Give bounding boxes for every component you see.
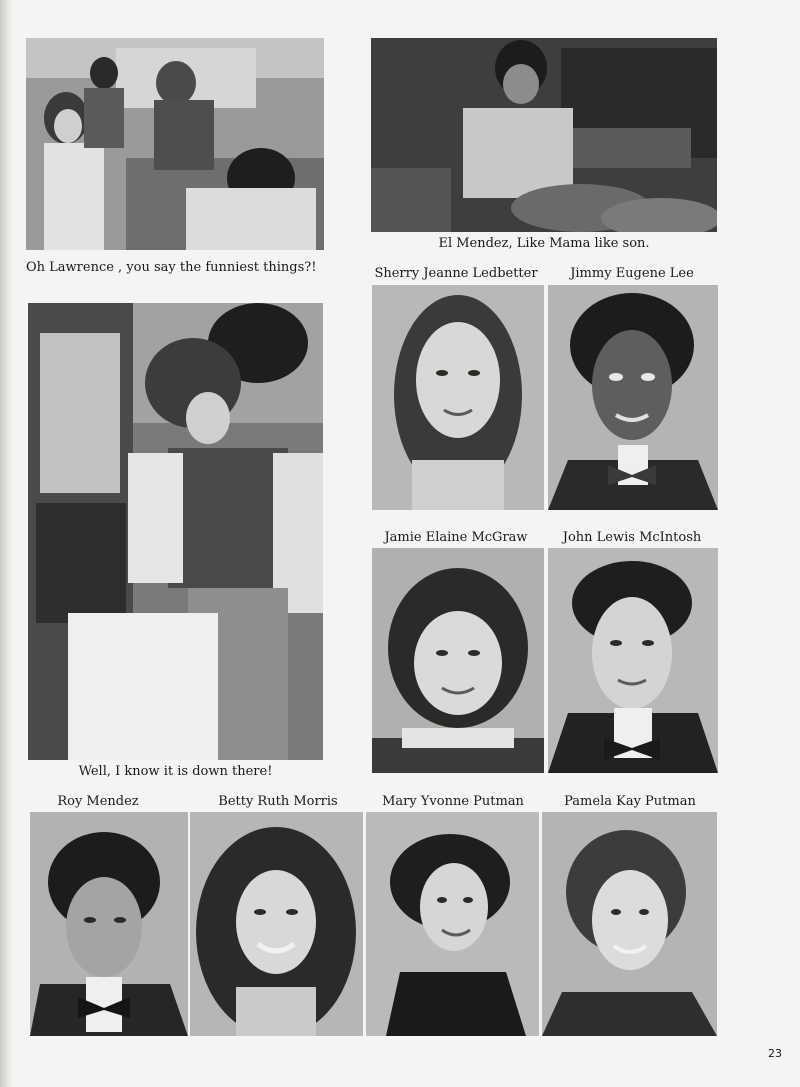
caption-lawrence: Oh Lawrence , you say the funniest things?! [26,260,317,275]
candid-photo-classroom [26,38,324,250]
student-name-pamela-putman: Pamela Kay Putman [564,794,696,809]
candid-photo-candy-machine [28,303,323,760]
portrait-ledbetter [372,285,544,510]
student-name-mendez: Roy Mendez [57,794,139,809]
portrait-mcintosh [548,548,718,773]
page-number: 23 [768,1047,782,1060]
candid-photo-cooking [371,38,717,232]
caption-el-mendez: El Mendez, Like Mama like son. [438,236,650,251]
caption-down-there: Well, I know it is down there! [78,764,273,779]
student-name-mary-putman: Mary Yvonne Putman [382,794,524,809]
portrait-mendez [30,812,188,1036]
page-gutter [0,0,14,1087]
student-name-lee: Jimmy Eugene Lee [570,266,694,281]
student-name-morris: Betty Ruth Morris [218,794,338,809]
portrait-morris [190,812,363,1036]
portrait-pamela-putman [542,812,717,1036]
student-name-mcgraw: Jamie Elaine McGraw [384,530,528,545]
portrait-mary-putman [366,812,539,1036]
portrait-lee [548,285,718,510]
student-name-mcintosh: John Lewis McIntosh [562,530,702,545]
student-name-ledbetter: Sherry Jeanne Ledbetter [374,266,538,281]
portrait-mcgraw [372,548,544,773]
